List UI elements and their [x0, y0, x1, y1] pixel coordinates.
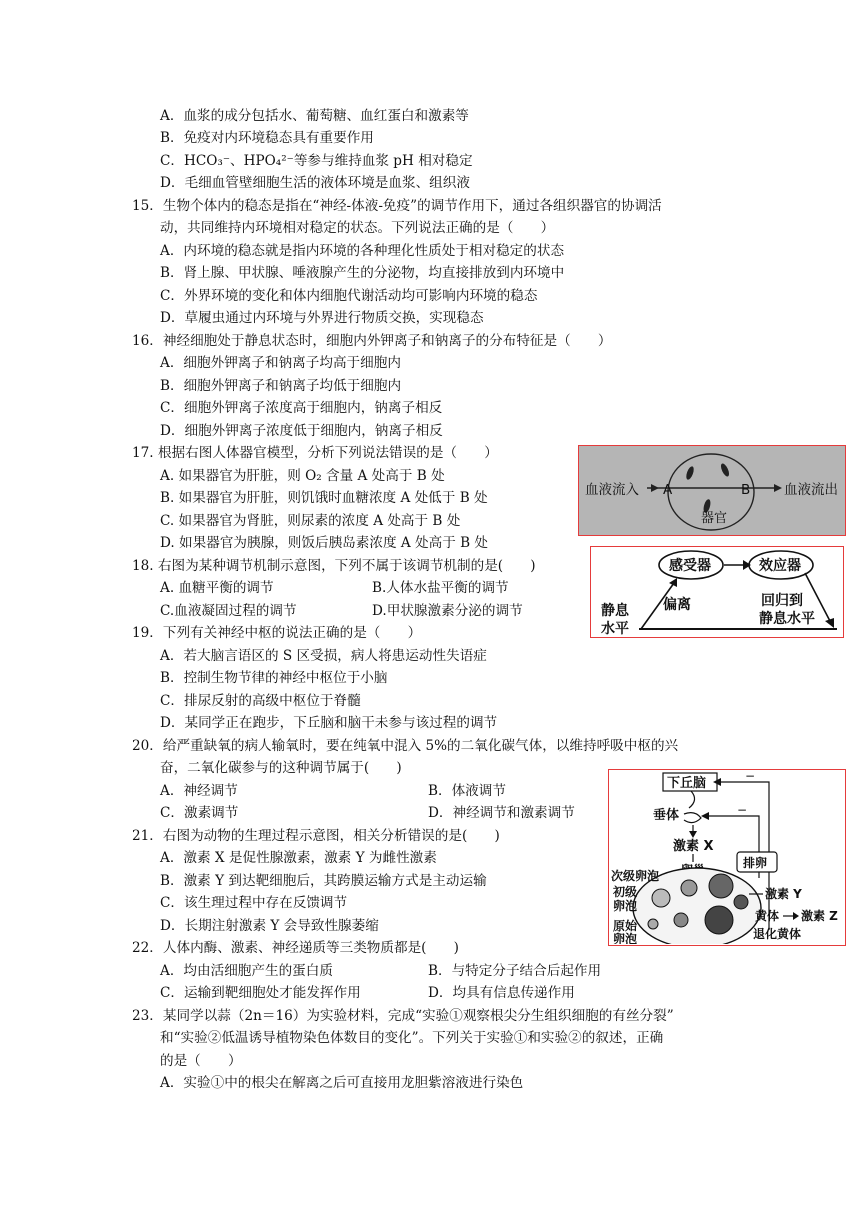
arrow-head-icon [651, 484, 659, 492]
q22-option-c: C．运输到靶细胞处才能发挥作用 [160, 985, 361, 1001]
pituitary-stalk [689, 791, 695, 808]
q14-option-b: B．免疫对内环境稳态具有重要作用 [160, 130, 374, 146]
resting-label: 静息 [601, 603, 629, 619]
follicle [709, 874, 733, 898]
q17-option-b: B. 如果器官为肝脏，则饥饿时血糖浓度 A 处低于 B 处 [160, 490, 488, 506]
q19-stem: 19．下列有关神经中枢的说法正确的是（ ） [132, 625, 422, 641]
q16-option-a: A．细胞外钾离子和钠离子均高于细胞内 [160, 355, 401, 371]
follicle [648, 919, 658, 929]
q15-option-d: D．草履虫通过内环境与外界进行物质交换，实现稳态 [160, 310, 484, 326]
degenerated-corpus-label: 退化黄体 [753, 927, 802, 941]
pituitary-shape [684, 813, 701, 823]
blood-in-label: 血液流入 [585, 482, 639, 498]
q19-option-b: B．控制生物节律的神经中枢位于小脑 [160, 670, 388, 686]
primary-follicle-label-1: 初级 [613, 885, 638, 899]
point-a-label: A [663, 482, 673, 498]
q16-option-b: B．细胞外钾离子和钠离子均低于细胞内 [160, 378, 402, 394]
minus-sign-2: − [737, 803, 748, 817]
q15-option-a: A．内环境的稳态就是指内环境的各种理化性质处于相对稳定的状态 [160, 243, 565, 259]
q23-stem-line3: 的是（ ） [160, 1053, 242, 1069]
point-b-label: B [741, 482, 751, 498]
q18-option-d: D.甲状腺激素分泌的调节 [372, 603, 523, 619]
blood-out-label: 血液流出 [784, 482, 838, 498]
q17-option-d: D. 如果器官为胰腺，则饭后胰岛素浓度 A 处高于 B 处 [160, 535, 489, 551]
q22-option-b: B．与特定分子结合后起作用 [428, 963, 602, 979]
q16-stem: 16．神经细胞处于静息状态时，细胞内外钾离子和钠离子的分布特征是（ ） [132, 333, 612, 349]
arrow-head-icon [689, 831, 697, 838]
q19-option-a: A．若大脑言语区的 S 区受损，病人将患运动性失语症 [160, 648, 487, 664]
q23-option-a: A．实验①中的根尖在解离之后可直接用龙胆紫溶液进行染色 [160, 1075, 524, 1091]
primordial-follicle-label-2: 卵泡 [613, 932, 638, 944]
hypothalamus-label: 下丘脑 [667, 776, 707, 791]
cell-shape [719, 462, 730, 477]
hormone-z-label: 激素 Z [801, 909, 838, 923]
q17-option-c: C. 如果器官为肾脏，则尿素的浓度 A 处高于 B 处 [160, 513, 461, 529]
ovary-svg [609, 770, 844, 944]
q22-option-a: A．均由活细胞产生的蛋白质 [160, 963, 333, 979]
q18-option-c: C.血液凝固过程的调节 [160, 603, 297, 619]
q21-option-c: C．该生理过程中存在反馈调节 [160, 895, 348, 911]
receptor-label: 感受器 [669, 558, 711, 574]
primary-follicle-label-2: 卵泡 [613, 899, 638, 913]
q20-option-c: C．激素调节 [160, 805, 239, 821]
q22-option-d: D．均具有信息传递作用 [428, 985, 575, 1001]
organ-model-svg [579, 446, 844, 534]
q18-option-a: A. 血糖平衡的调节 [160, 580, 274, 596]
q23-stem-line1: 23．某同学以蒜（2n＝16）为实验材料，完成“实验①观察根尖分生组织细胞的有丝分裂” [132, 1008, 674, 1024]
q22-stem: 22．人体内酶、激素、神经递质等三类物质都是( ) [132, 940, 459, 956]
return-label-1: 回归到 [761, 593, 803, 609]
q20-stem-line2: 奋，二氧化碳参与的这种调节属于( ) [160, 760, 402, 776]
arrow-head-icon [825, 618, 834, 628]
hormone-x-label: 激素 X [673, 839, 714, 854]
q21-option-b: B．激素 Y 到达靶细胞后，其跨膜运输方式是主动运输 [160, 873, 487, 889]
ovary-regulation-figure [608, 769, 846, 946]
q20-option-d: D．神经调节和激素调节 [428, 805, 575, 821]
q15-option-b: B．肾上腺、甲状腺、唾液腺产生的分泌物，均直接排放到内环境中 [160, 265, 565, 281]
q15-option-c: C．外界环境的变化和体内细胞代谢活动均可影响内环境的稳态 [160, 288, 538, 304]
q16-option-c: C．细胞外钾离子浓度高于细胞内，钠离子相反 [160, 400, 443, 416]
cell-shape [685, 465, 695, 480]
q23-stem-line2: 和“实验②低温诱导植物染色体数目的变化”。下列关于实验①和实验②的叙述，正确 [160, 1030, 664, 1046]
q17-option-a: A. 如果器官为肝脏，则 O₂ 含量 A 处高于 B 处 [160, 468, 445, 484]
q14-option-c: C．HCO₃⁻、HPO₄²⁻等参与维持血浆 pH 相对稳定 [160, 153, 473, 169]
q21-stem: 21．右图为动物的生理过程示意图，相关分析错误的是( ) [132, 828, 500, 844]
hormone-y-label: 激素 Y [765, 887, 802, 901]
q14-option-a: A．血浆的成分包括水、葡萄糖、血红蛋白和激素等 [160, 108, 469, 124]
q14-option-d: D．毛细血管壁细胞生活的液体环境是血浆、组织液 [160, 175, 470, 191]
return-label-2: 静息水平 [759, 611, 815, 627]
primordial-follicle-label-1: 原始 [613, 919, 638, 933]
level-label: 水平 [601, 621, 629, 636]
follicle [681, 880, 697, 896]
q18-option-b: B.人体水盐平衡的调节 [372, 580, 509, 596]
secondary-follicle-label: 次级卵泡 [611, 869, 660, 883]
q21-option-a: A．激素 X 是促性腺激素，激素 Y 为雌性激素 [160, 850, 437, 866]
organ-model-figure [578, 445, 846, 536]
q19-option-d: D．某同学正在跑步，下丘脑和脑干未参与该过程的调节 [160, 715, 498, 731]
follicle [674, 913, 688, 927]
q20-option-b: B．体液调节 [428, 783, 506, 799]
arrow-head-icon [793, 912, 799, 920]
q15-stem-line1: 15．生物个体内的稳态是指在“神经-体液-免疫”的调节作用下，通过各组织器官的协调活 [132, 198, 662, 214]
pituitary-label: 垂体 [653, 808, 680, 823]
corpus-luteum-label: 黄体 [755, 909, 780, 923]
regulation-mechanism-figure [590, 546, 844, 638]
follicle [652, 889, 670, 907]
arrow-head-icon [774, 484, 782, 492]
follicle [734, 895, 748, 909]
deviation-label: 偏离 [663, 597, 691, 613]
organ-label: 器官 [701, 511, 728, 526]
q21-option-d: D．长期注射激素 Y 会导致性腺萎缩 [160, 918, 379, 934]
arrow-head-icon [701, 812, 709, 820]
q19-option-c: C．排尿反射的高级中枢位于脊髓 [160, 693, 361, 709]
corpus-luteum [705, 906, 733, 934]
q18-stem: 18. 右图为某种调节机制示意图，下列不属于该调节机制的是( ) [132, 558, 536, 574]
q15-stem-line2: 动，共同维持内环境相对稳定的状态。下列说法正确的是（ ） [160, 220, 555, 236]
q20-stem-line1: 20．给严重缺氧的病人输氧时，要在纯氧中混入 5%的二氧化碳气体，以维持呼吸中枢的兴 [132, 738, 679, 754]
effector-label: 效应器 [759, 558, 801, 574]
q20-option-a: A．神经调节 [160, 783, 238, 799]
regulation-svg [591, 547, 842, 636]
minus-sign-1: − [745, 770, 756, 783]
q16-option-d: D．细胞外钾离子浓度低于细胞内，钠离子相反 [160, 423, 443, 439]
ovulation-label: 排卵 [743, 856, 768, 870]
q17-stem: 17. 根据右图人体器官模型，分析下列说法错误的是（ ） [132, 445, 498, 461]
